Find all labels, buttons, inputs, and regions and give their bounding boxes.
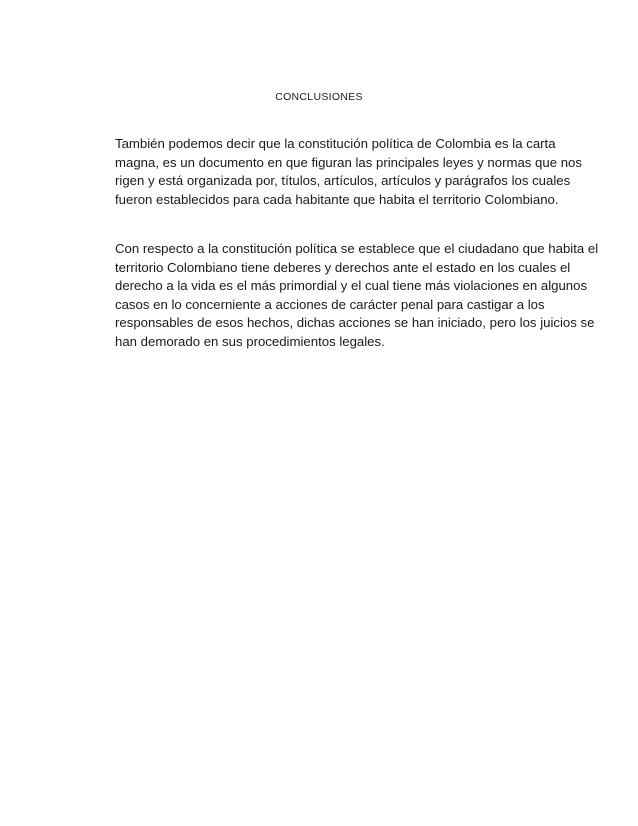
paragraph-line: magna, es un documento en que figuran las principales leyes y normas que nos xyxy=(115,154,582,170)
paragraph-2 xyxy=(115,240,599,351)
paragraph-line: responsables de esos hechos, dichas acciones se han iniciado, pero los juicios se xyxy=(115,315,595,330)
paragraph-1 xyxy=(115,135,595,209)
paragraph-line: Con respecto a la constitución política se establece que el ciudadano que habita el xyxy=(115,241,599,256)
paragraph-line: También podemos decir que la constitución política de Colombia es la carta xyxy=(115,136,556,151)
paragraph-line: territorio Colombiano tiene deberes y derechos ante el estado en los cuales el xyxy=(115,259,571,275)
page-title: CONCLUSIONES xyxy=(275,91,363,103)
paragraph-line: derecho a la vida es el más primordial y el cual tiene más violaciones en algunos xyxy=(115,278,588,293)
paragraph-line: fueron establecidos para cada habitante que habita el territorio Colombiano. xyxy=(115,191,559,207)
paragraph-line: casos en lo concerniente a acciones de carácter penal para castigar a los xyxy=(115,296,545,312)
paragraph-line: rigen y está organizada por, títulos, artículos, artículos y parágrafos los cuales xyxy=(115,173,571,188)
paragraph-line: han demorado en sus procedimientos legales. xyxy=(115,333,385,349)
